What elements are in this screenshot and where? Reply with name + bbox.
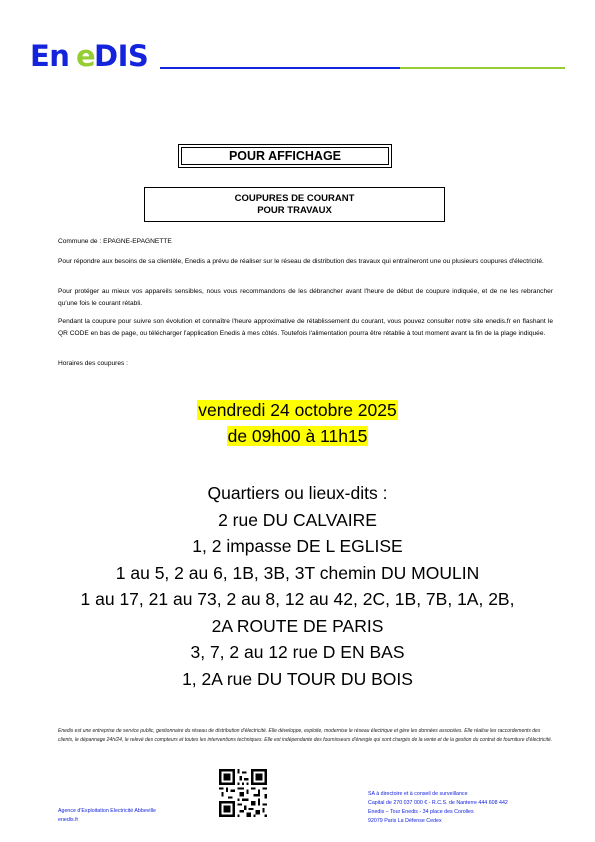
footer-legal-line: SA à directoire et à conseil de surveillance [368, 791, 468, 797]
svg-text:En: En [30, 40, 70, 72]
coupures-title-box [144, 187, 445, 222]
footer-website-link[interactable]: enedis.fr [58, 817, 79, 823]
location-line: 1, 2 impasse DE L EGLISE [192, 536, 403, 556]
footer-disclaimer: Enedis est une entreprise de service public, gestionnaire du réseau de distribution d'électricité. Elle développe, exploite, modernise le réseau électrique et gère les données associées. Elle réalise les raccordements des clients, le dépannage 24h/24, le relevé des compteurs et toutes les interventions techniques. Elle est indépendante des fournisseurs d'énergie qui sont chargés de la vente et de la gestion du contrat de fourniture d'électricité. [58, 728, 553, 743]
location-line: 1 au 17, 21 au 73, 2 au 8, 12 au 42, 2C, 1B, 7B, 1A, 2B, [80, 589, 515, 609]
schedule-block [0, 397, 595, 449]
paragraph-besoins: Pour répondre aux besoins de sa clientèle, Enedis a prévu de réaliser sur le réseau de distribution des travaux qui entraîneront une ou plusieurs coupures d'électricité. [58, 258, 544, 265]
header-rule-green [400, 67, 565, 69]
pour-affichage-box [178, 144, 392, 168]
locations-title: Quartiers ou lieux-dits : [207, 483, 388, 503]
pour-affichage-label: POUR AFFICHAGE [181, 147, 389, 165]
footer-legal-line: 92079 Paris La Défense Cedex [368, 818, 442, 824]
footer-legal-line: Capital de 270 037 000 € - R.C.S. de Nanterre 444 608 442 [368, 800, 508, 806]
qr-code-icon[interactable] [219, 769, 267, 817]
footer-legal [368, 790, 508, 826]
coupures-title-line2: POUR TRAVAUX [257, 204, 332, 216]
paragraph-suivi: Pendant la coupure pour suivre son évolution et connaître l'heure approximative de rétablissement du courant, vous pouvez consulter notre site enedis.fr en flashant le QR CODE en bas de page, ou télécharger l'application Enedis à mes côtés. Toutefois l'alimentation pourra être rétablie à tout moment avant la fin de la plage indiquée. [58, 318, 553, 337]
schedule-date: vendredi 24 octobre 2025 [198, 400, 397, 420]
svg-text:e: e [76, 40, 96, 72]
location-line: 2 rue DU CALVAIRE [218, 509, 377, 530]
location-line: 1, 2A rue DU TOUR DU BOIS [182, 668, 413, 689]
horaires-label: Horaires des coupures : [58, 360, 129, 367]
header-rule-blue [160, 67, 400, 69]
footer-legal-line: Enedis – Tour Enedis - 34 place des Corolles [368, 809, 474, 815]
location-line: 1 au 5, 2 au 6, 1B, 3B, 3T chemin DU MOULIN [115, 562, 480, 583]
svg-text:DIS: DIS [94, 40, 149, 72]
footer-agency-name: Agence d'Exploitation Electricité Abbeville [58, 808, 156, 814]
locations-block [0, 480, 595, 692]
location-line: 3, 7, 2 au 12 rue D EN BAS [190, 642, 405, 662]
paragraph-appareils: Pour protéger au mieux vos appareils sensibles, nous vous recommandons de les débrancher avant l'heure de début de coupure indiquée, et de ne les rebrancher qu'une fois le courant rétabli. [58, 288, 553, 307]
footer-agency [58, 807, 156, 825]
commune-label: Commune de : EPAGNE-EPAGNETTE [58, 238, 172, 245]
location-line: 2A ROUTE DE PARIS [211, 615, 384, 636]
enedis-logo [30, 40, 160, 72]
coupures-title-line1: COUPURES DE COURANT [234, 192, 355, 204]
schedule-hours: de 09h00 à 11h15 [227, 426, 368, 446]
